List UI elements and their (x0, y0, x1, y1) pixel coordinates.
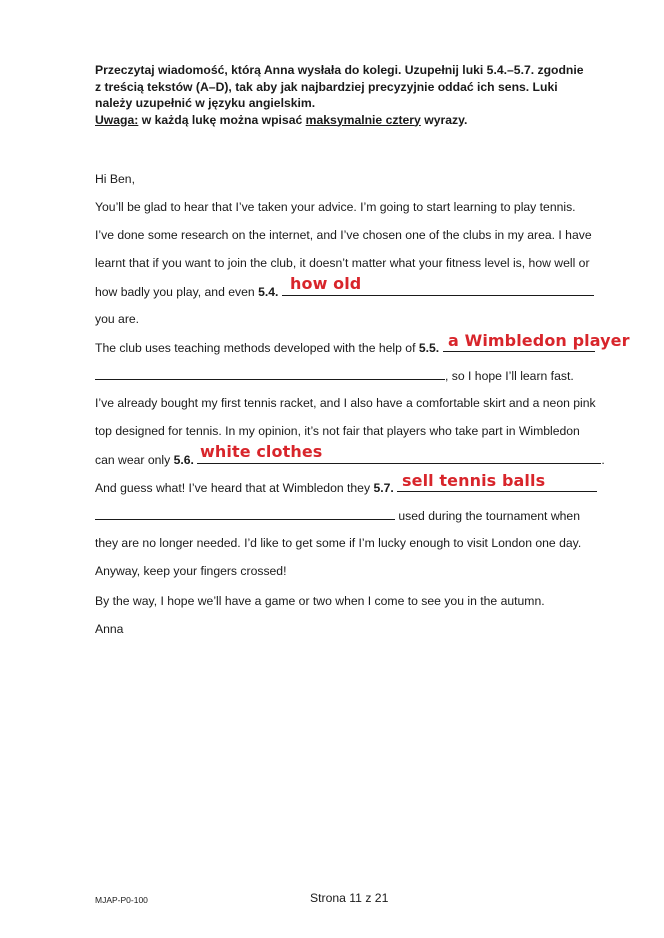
letter-signature: Anna (95, 622, 124, 636)
instruction-line-3: należy uzupełnić w języku angielskim. (95, 96, 316, 110)
page-number: Strona 11 z 21 (310, 891, 389, 905)
letter-line-5: you are. (95, 312, 140, 326)
answer-5-5: a Wimbledon player (448, 331, 630, 350)
answer-5-4: how old (290, 274, 362, 293)
gap-5-7-field-b[interactable] (95, 507, 395, 520)
gap-number-5-6: 5.6. (173, 453, 194, 467)
line-4-text: how badly you play, and even (95, 285, 259, 299)
letter-line-1: You’ll be glad to hear that I’ve taken your advice. I’m going to start learning to play tennis. (95, 200, 576, 214)
instruction-note (95, 112, 615, 129)
letter-line-2: I’ve done some research on the internet, and I’ve chosen one of the clubs in my area. I have (95, 228, 592, 242)
answer-5-6: white clothes (200, 442, 323, 461)
letter-line-7 (95, 367, 574, 384)
note-label: Uwaga: (95, 112, 139, 127)
line-10-end: . (601, 453, 605, 467)
letter-line-15: By the way, I hope we’ll have a game or two when I come to see you in the autumn. (95, 594, 545, 608)
exam-code: MJAP-P0-100 (95, 895, 148, 905)
line-11-text: And guess what! I’ve heard that at Wimbledon they (95, 481, 374, 495)
line-6-text: The club uses teaching methods developed with the help of (95, 341, 419, 355)
letter-line-3: learnt that if you want to join the club, it doesn’t matter what your fitness level is, how well or (95, 256, 590, 270)
instruction-line-2: z treścią tekstów (A–D), tak aby jak najbardziej precyzyjnie oddać ich sens. Luki (95, 79, 558, 94)
gap-5-5-field-b[interactable] (95, 367, 445, 380)
task-instructions (95, 62, 615, 128)
letter-line-13: they are no longer needed. I’d like to get some if I’m lucky enough to visit London one day. (95, 536, 582, 550)
letter-line-14: Anyway, keep your fingers crossed! (95, 564, 287, 578)
note-text-b: wyrazy. (420, 112, 468, 127)
letter-greeting: Hi Ben, (95, 172, 135, 186)
instruction-line-1: Przeczytaj wiadomość, którą Anna wysłała do kolegi. Uzupełnij luki 5.4.–5.7. zgodnie (95, 63, 584, 77)
letter-line-12 (95, 507, 580, 524)
gap-number-5-4: 5.4. (258, 285, 279, 299)
answer-5-7: sell tennis balls (402, 471, 546, 490)
letter-line-9: top designed for tennis. In my opinion, it’s not fair that players who take part in Wimbledon (95, 424, 580, 438)
line-7-text: , so I hope I’ll learn fast. (445, 369, 574, 383)
line-12-text: used during the tournament when (395, 509, 580, 523)
letter-line-10 (95, 451, 605, 468)
note-emphasis: maksymalnie cztery (305, 112, 421, 127)
letter-line-8: I’ve already bought my first tennis racket, and I also have a comfortable skirt and a neon pink (95, 396, 596, 410)
note-text-a: w każdą lukę można wpisać (138, 112, 306, 127)
gap-number-5-5: 5.5. (418, 341, 440, 355)
gap-number-5-7: 5.7. (373, 481, 394, 495)
line-10-text: can wear only (95, 453, 174, 467)
